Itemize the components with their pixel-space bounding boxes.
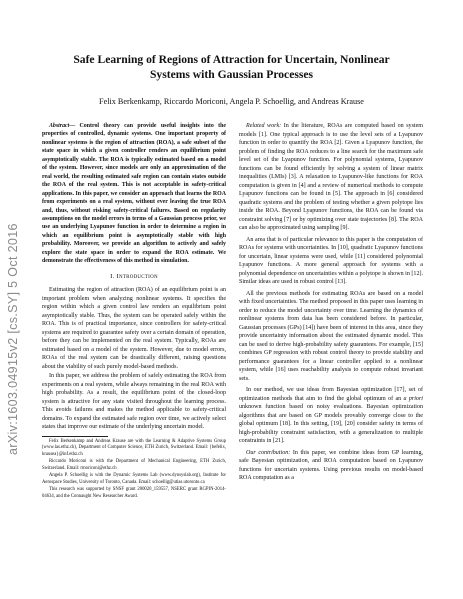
author-list: Felix Berkenkamp, Riccardo Moriconi, Angela P. Schoellig, and Andreas Krause xyxy=(99,97,364,106)
related-work-text: In the literature, ROAs are computed based on system models [1]. One typical approach is to use the level sets of a Lyapunov function in order to quantify the ROA [2]. Given a Lyapunov function, the problem of finding the ROA reduces to a line search for the maximum safe level set of the Lyapunov function. For polynomial systems, Lyapunov functions can be found efficiently by solving a system of linear matrix inequalities (LMIs) [3]. A relaxation to Lyapunov-like functions for ROA computation is given in [4] and a review of numerical methods to compute Lyapunov functions can be found in [5]. The approach in [6] considered quadratic systems and the problem of testing whether a given polytope lies inside the ROA. Beyond Lyapunov functions, the ROA can be found via constraint solving [7] or by optimizing over state trajectories [8]. The ROA can also be approximated using sampling [9]. xyxy=(239,123,423,231)
section-numeral: I. xyxy=(110,272,117,280)
uncertainty-paragraph: An area that is of particular relevance to this paper is the computation of ROAs for systems with uncertainties. In [10], quadratic Lyapunov functions for uncertain, linear systems were used, while [11] considered polynomial Lyapunov functions. A more general approach for systems with a polynomial dependence on uncertainties within a polytope is shown in [12]. Similar ideas are used in robust control [13]. xyxy=(239,236,423,285)
intro-paragraph-2: In this paper, we address the problem of safely estimating the ROA from experiments on a real system, while always remaining in the real ROA with high probability. As a result, the equilibrium point of the closed-loop system is attractive for any state visited throughout the learning process. This avoids failures and makes the method applicable to safety-critical domains. To expand the estimated safe region over time, we actively select states that improve our estimate of the underlying uncertain model. xyxy=(42,373,226,431)
related-work-label: Related work: xyxy=(246,123,282,129)
bayesian-optimization-paragraph xyxy=(239,386,423,446)
abstract xyxy=(42,122,226,266)
section-heading-introduction xyxy=(42,273,226,282)
abstract-text: — Control theory can provide useful insights into the properties of controlled, dynamic systems. One important property of nonlinear systems is the region of attraction (ROA), a safe subset of the state space in which a given controller renders an equilibrium point asymptotically stable. The ROA is typically estimated based on a model of the system. However, since models are only an approximation of the real world, the resulting estimated safe region can contain states outside the ROA of the real system. This is not acceptable in safety-critical applications. In this paper, we consider an approach that learns the ROA from experiments on a real system, without ever leaving the true ROA and, thus, without risking safety-critical failures. Based on regularity assumptions on the model errors in terms of a Gaussian process prior, we use an underlying Lyapunov function in order to determine a region in which an equilibrium point is asymptotically stable with high probability. Moreover, we provide an algorithm to actively and safely explore the state space in order to expand the ROA estimate. We demonstrate the effectiveness of this method in simulation. xyxy=(42,123,226,265)
learning-paragraph: All the previous methods for estimating ROAs are based on a model with fixed uncertainties. The method proposed in this paper uses learning in order to reduce the model uncertainty over time. Learning the dynamics of nonlinear systems from data has been considered before. In particular, Gaussian processes (GPs) [14]) have been of interest in this area, since they provide uncertainty information about the estimated dynamic model. This can be used to derive high-probability safety guarantees. For example, [15] combines GP regression with robust control theory to provide stability and performance guarantees for a linear controller applied to a nonlinear system, while [16] uses reachability analysis to compute robust invariant sets. xyxy=(239,290,423,382)
intro-paragraph-1: Estimating the region of attraction (ROA) of an equilibrium point is an important problem when analyzing nonlinear systems. It specifies the region within which a given control law renders an equilibrium point asymptotically stable. Thus, the system can be operated safely within the ROA. This is of practical importance, since controllers for safety-critical systems are required to guarantee safety over a certain domain of operation, before they can be implemented on the real system. Typically, ROAs are estimated based on a model of the system. However, due to model errors, ROAs of the real system can be drastically different, raising questions about the viability of such purely model-based methods. xyxy=(42,287,226,370)
contribution-text: In this paper, we combine ideas from GP learning, safe Bayesian optimization, and ROA computation based on Lyapunov functions for uncertain systems. Using previous results on model-based ROA computation as a xyxy=(239,449,423,481)
right-column xyxy=(239,122,423,483)
abstract-label: Abstract xyxy=(49,123,70,129)
footnote-rule xyxy=(42,436,108,437)
bo-text-b: unknown function based on noisy evaluations. Bayesian optimization algorithms that are based on GP models provably converge close to the global optimum [18]. In this setting, [19], [20] consider safety in terms of high-probability constraint satisfaction, with a generalization to multiple constraints in [21]. xyxy=(239,404,423,444)
contribution-paragraph xyxy=(239,449,423,483)
paper-title xyxy=(40,52,423,82)
footnote-3: Angela P. Schoellig is with the Dynamic Systems Lab (www.dynsyslab.org), Institute for Aerospace Studies, University of Toronto, Canada. Email: schoellig@utias.utoronto.ca xyxy=(42,473,226,485)
title-line-1: Safe Learning of Regions of Attraction for Uncertain, Nonlinear xyxy=(73,53,390,66)
footnote-2: Riccardo Moriconi is with the Department of Mechanical Engineering, ETH Zurich, Switzerland. Email: rmoriconi@ethz.ch xyxy=(42,459,226,471)
title-line-2: Systems with Gaussian Processes xyxy=(149,68,314,81)
section-title: Introduction xyxy=(116,272,158,280)
left-column xyxy=(42,122,226,500)
contribution-label: Our contribution: xyxy=(246,449,291,456)
arxiv-identifier: arXiv:1603.04915v2 [cs.SY] 5 Oct 2016 xyxy=(6,223,20,455)
bo-text-a: In our method, we use ideas from Bayesian optimization [17], set of optimization methods that aim to find the global optimum of an xyxy=(239,387,423,402)
footnote-4: This research was supported by SNSF grant 200020_159557, NSERC grant RGPIN-2014-04634, and the Connaught New Researcher Award. xyxy=(42,487,226,499)
related-work-paragraph xyxy=(239,122,423,233)
footnote-1: Felix Berkenkamp and Andreas Krause are with the Learning & Adaptive Systems Group (www.las.ethz.ch), Department of Computer Science, ETH Zurich, Switzerland. Email: {befelix, krausea}@inf.ethz.ch xyxy=(42,438,226,457)
bo-text-italic: a priori xyxy=(403,395,423,402)
